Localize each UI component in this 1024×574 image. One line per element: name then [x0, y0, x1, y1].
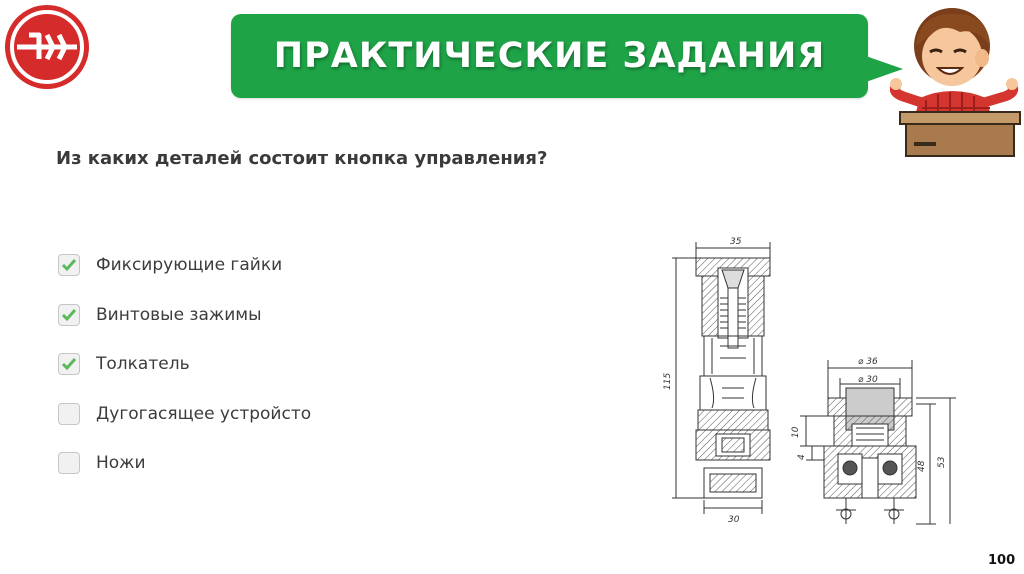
dim-label-height: 115 — [663, 372, 673, 390]
option-label: Дугогасящее устройсто — [96, 403, 312, 424]
checkmark-icon — [61, 308, 77, 322]
option-item[interactable] — [58, 252, 311, 278]
dim-label-53: 53 — [937, 456, 947, 468]
option-item[interactable] — [58, 351, 311, 377]
option-item[interactable] — [58, 401, 311, 427]
option-item[interactable] — [58, 302, 311, 328]
company-logo — [3, 3, 91, 91]
answer-options — [58, 252, 311, 500]
question-text: Из каких деталей состоит кнопка управления? — [56, 148, 548, 169]
option-label: Фиксирующие гайки — [96, 255, 283, 275]
checkbox-checked[interactable] — [58, 304, 80, 326]
checkmark-icon — [61, 357, 77, 371]
checkmark-icon — [61, 258, 77, 272]
option-label: Ножи — [96, 453, 146, 473]
checkbox-unchecked[interactable] — [58, 403, 80, 425]
dim-label-4: 4 — [797, 454, 807, 460]
title-banner — [231, 14, 868, 98]
checkbox-checked[interactable] — [58, 254, 80, 276]
teacher-character-illustration — [890, 2, 1022, 158]
dim-label-10: 10 — [791, 426, 801, 438]
page-number: 100 — [988, 553, 1016, 568]
option-item[interactable] — [58, 450, 311, 476]
page-title: ПРАКТИЧЕСКИЕ ЗАДАНИЯ — [273, 36, 826, 76]
option-label: Винтовые зажимы — [96, 304, 262, 325]
dim-label-d36: ⌀ 36 — [858, 357, 878, 367]
dim-label-top: 35 — [730, 237, 742, 247]
dim-label-bottom: 30 — [728, 515, 740, 525]
option-label: Толкатель — [96, 354, 190, 374]
checkbox-checked[interactable] — [58, 353, 80, 375]
dim-label-d30: ⌀ 30 — [858, 375, 878, 385]
checkbox-unchecked[interactable] — [58, 452, 80, 474]
dim-label-48: 48 — [917, 460, 927, 472]
control-button-technical-drawing — [660, 228, 980, 528]
